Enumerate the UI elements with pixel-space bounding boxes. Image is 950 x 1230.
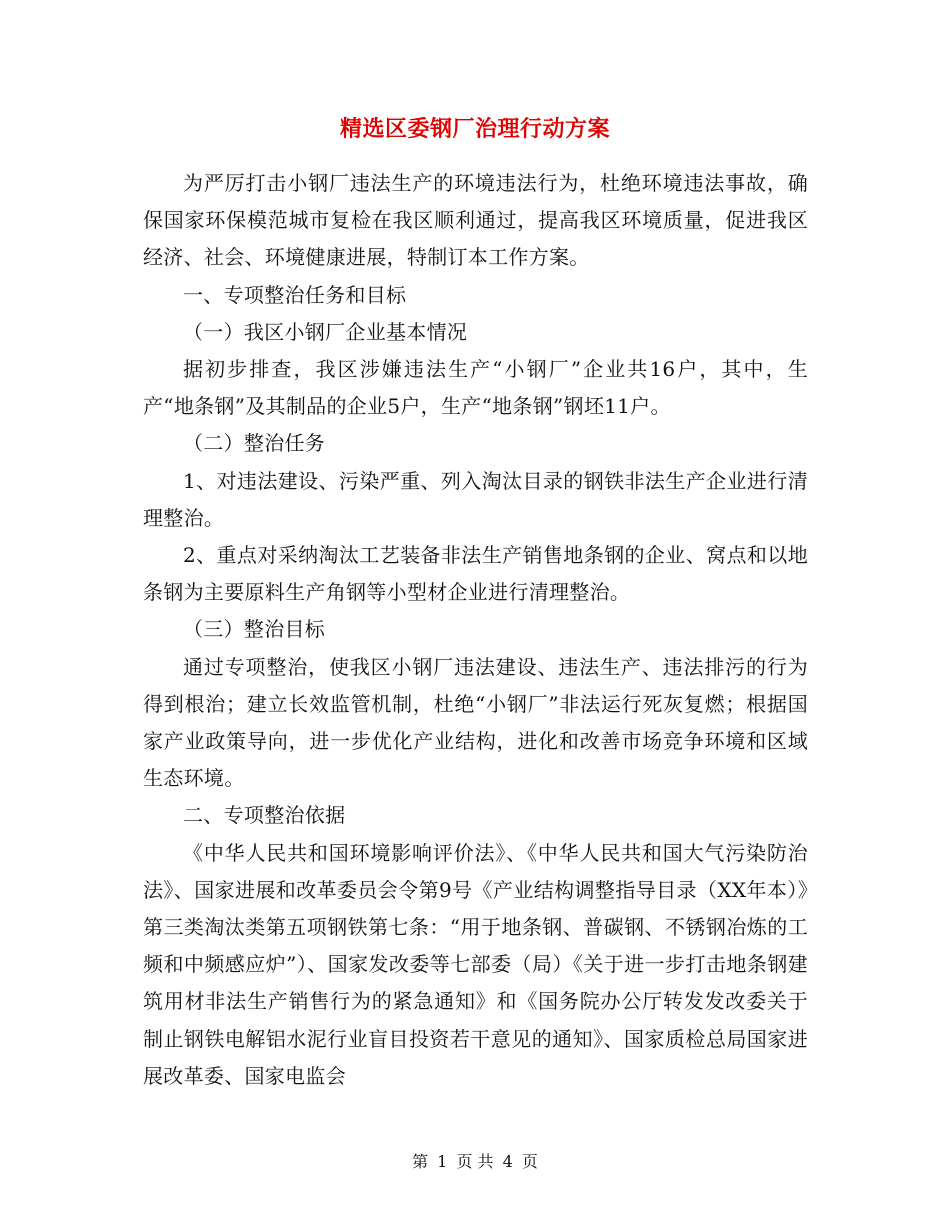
document-body — [143, 165, 808, 1095]
paragraph-task-2: 2、重点对采纳淘汰工艺装备非法生产销售地条钢的企业、窝点和以地条钢为主要原料生产角钢等小型材企业进行清理整治。 — [143, 543, 808, 605]
footer-mid: 页 共 — [456, 1152, 494, 1171]
footer-current-page: 1 — [437, 1152, 448, 1171]
heading-section-1: 一、专项整治任务和目标 — [183, 282, 407, 307]
document-title: 精选区委钢厂治理行动方案 — [339, 117, 610, 142]
paragraph-intro: 为严厉打击小钢厂违法生产的环境违法行为，杜绝环境违法事故，确保国家环保模范城市复检在我区顺利通过，提高我区环境质量，促进我区经济、社会、环境健康进展，特制订本工作方案。 — [143, 171, 808, 270]
footer-total-pages: 4 — [502, 1152, 513, 1171]
footer-prefix: 第 — [412, 1152, 429, 1171]
page-footer — [0, 1150, 950, 1174]
footer-suffix: 页 — [521, 1152, 538, 1171]
subheading-1-1: （一）我区小钢厂企业基本情况 — [183, 319, 468, 344]
paragraph-task-1: 1、对违法建设、污染严重、列入淘汰目录的钢铁非法生产企业进行清理整治。 — [143, 468, 808, 530]
paragraph-basic-situation: 据初步排查，我区涉嫌违法生产“小钢厂”企业共16户，其中，生产“地条钢”及其制品的企业5户，生产“地条钢”钢坯11户。 — [143, 357, 808, 419]
paragraph-goals: 通过专项整治，使我区小钢厂违法建设、违法生产、违法排污的行为得到根治；建立长效监管机制，杜绝“小钢厂”非法运行死灰复燃；根据国家产业政策导向，进一步优化产业结构，进化和改善市场竞争环境和区域生态环境。 — [143, 654, 808, 791]
paragraph-legal-basis: 《中华人民共和国环境影响评价法》、《中华人民共和国大气污染防治法》、国家进展和改革委员会令第9号《产业结构调整指导目录（XX年本）》第三类淘汰类第五项钢铁第七条：“用于地条钢、普碳钢、不锈钢冶炼的工频和中频感应炉”）、国家发改委等七部委（局）《关于进一步打击地条钢建筑用材非法生产销售行为的紧急通知》和《国务院办公厅转发发改委关于制止钢铁电解铝水泥行业盲目投资若干意见的通知》、国家质检总局国家进展改革委、国家电监会 — [143, 840, 808, 1088]
subheading-1-2: （二）整治任务 — [183, 431, 326, 456]
heading-section-2: 二、专项整治依据 — [183, 803, 346, 828]
subheading-1-3: （三）整治目标 — [183, 617, 326, 642]
